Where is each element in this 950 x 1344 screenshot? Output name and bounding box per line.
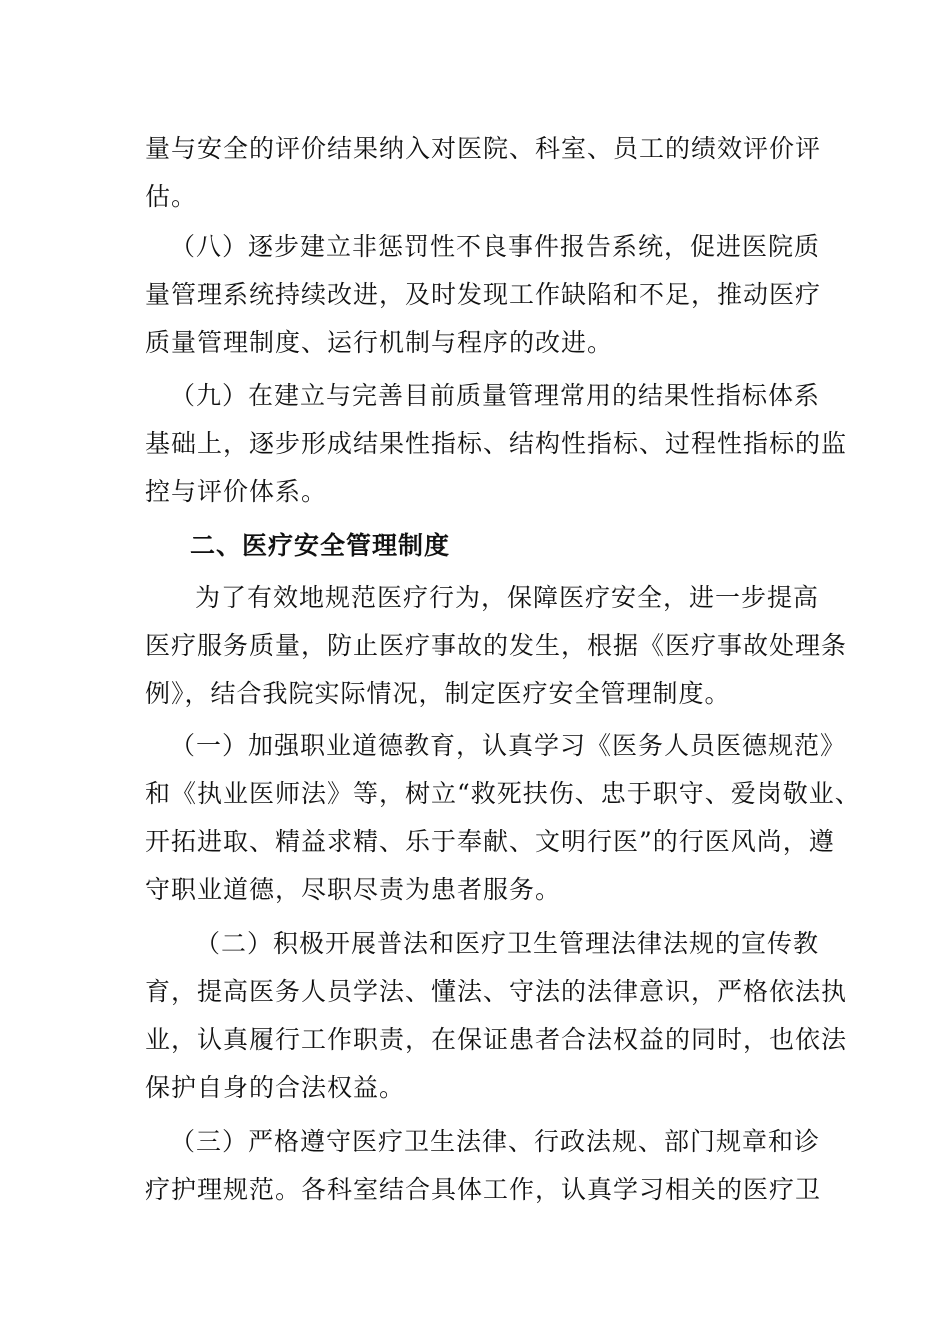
paragraph-section-2-intro-cont <box>145 622 848 718</box>
paragraph-item-1 <box>170 722 847 770</box>
paragraph-item-8 <box>170 223 830 271</box>
text-line: 和《执业医师法》等，树立“救死扶伤、忠于职守、爱岗敬业、 <box>145 779 861 808</box>
text-line: 量管理系统持续改进，及时发现工作缺陷和不足，推动医疗 <box>145 280 822 309</box>
text-line: （八）逐步建立非惩罚性不良事件报告系统，促进医院质 <box>170 232 821 261</box>
paragraph-item-3-cont <box>145 1166 822 1214</box>
text-line: 保护自身的合法权益。 <box>145 1073 406 1102</box>
text-line: 量与安全的评价结果纳入对医院、科室、员工的绩效评价评 <box>145 134 822 163</box>
paragraph-item-9 <box>170 372 830 420</box>
text-line: 开拓进取、精益求精、乐于奉献、文明行医”的行医风尚，遵 <box>145 827 835 856</box>
text-line: 例》，结合我院实际情况，制定医疗安全管理制度。 <box>145 679 731 708</box>
text-line: （二）积极开展普法和医疗卫生管理法律法规的宣传教 <box>195 929 820 958</box>
section-2-heading <box>190 522 850 570</box>
paragraph-item-3 <box>170 1118 830 1166</box>
text-line: 育，提高医务人员学法、懂法、守法的法律意识，严格依法执 <box>145 977 848 1006</box>
paragraph-item-8-cont <box>145 271 822 367</box>
text-line: （九）在建立与完善目前质量管理常用的结果性指标体系 <box>170 381 821 410</box>
heading-text: 二、医疗安全管理制度 <box>190 531 451 560</box>
paragraph-item-9-cont <box>145 420 848 516</box>
paragraph-item-2-cont <box>145 968 848 1112</box>
text-line: 质量管理制度、运行机制与程序的改进。 <box>145 328 614 357</box>
text-line: 业，认真履行工作职责，在保证患者合法权益的同时，也依法 <box>145 1025 848 1054</box>
text-line: 守职业道德，尽职尽责为患者服务。 <box>145 875 562 904</box>
paragraph-intro-continued <box>145 125 822 221</box>
text-line: 医疗服务质量，防止医疗事故的发生，根据《医疗事故处理条 <box>145 631 848 660</box>
text-line: 基础上，逐步形成结果性指标、结构性指标、过程性指标的监 <box>145 429 848 458</box>
text-line: （一）加强职业道德教育，认真学习《医务人员医德规范》 <box>170 731 847 760</box>
text-line: （三）严格遵守医疗卫生法律、行政法规、部门规章和诊 <box>170 1127 821 1156</box>
text-line: 估。 <box>145 182 198 211</box>
paragraph-section-2-intro <box>195 574 855 622</box>
text-line: 控与评价体系。 <box>145 477 328 506</box>
text-line: 疗护理规范。各科室结合具体工作，认真学习相关的医疗卫 <box>145 1175 822 1204</box>
paragraph-item-2 <box>195 920 855 968</box>
paragraph-item-1-cont <box>145 770 861 914</box>
text-line: 为了有效地规范医疗行为，保障医疗安全，进一步提高 <box>195 583 820 612</box>
